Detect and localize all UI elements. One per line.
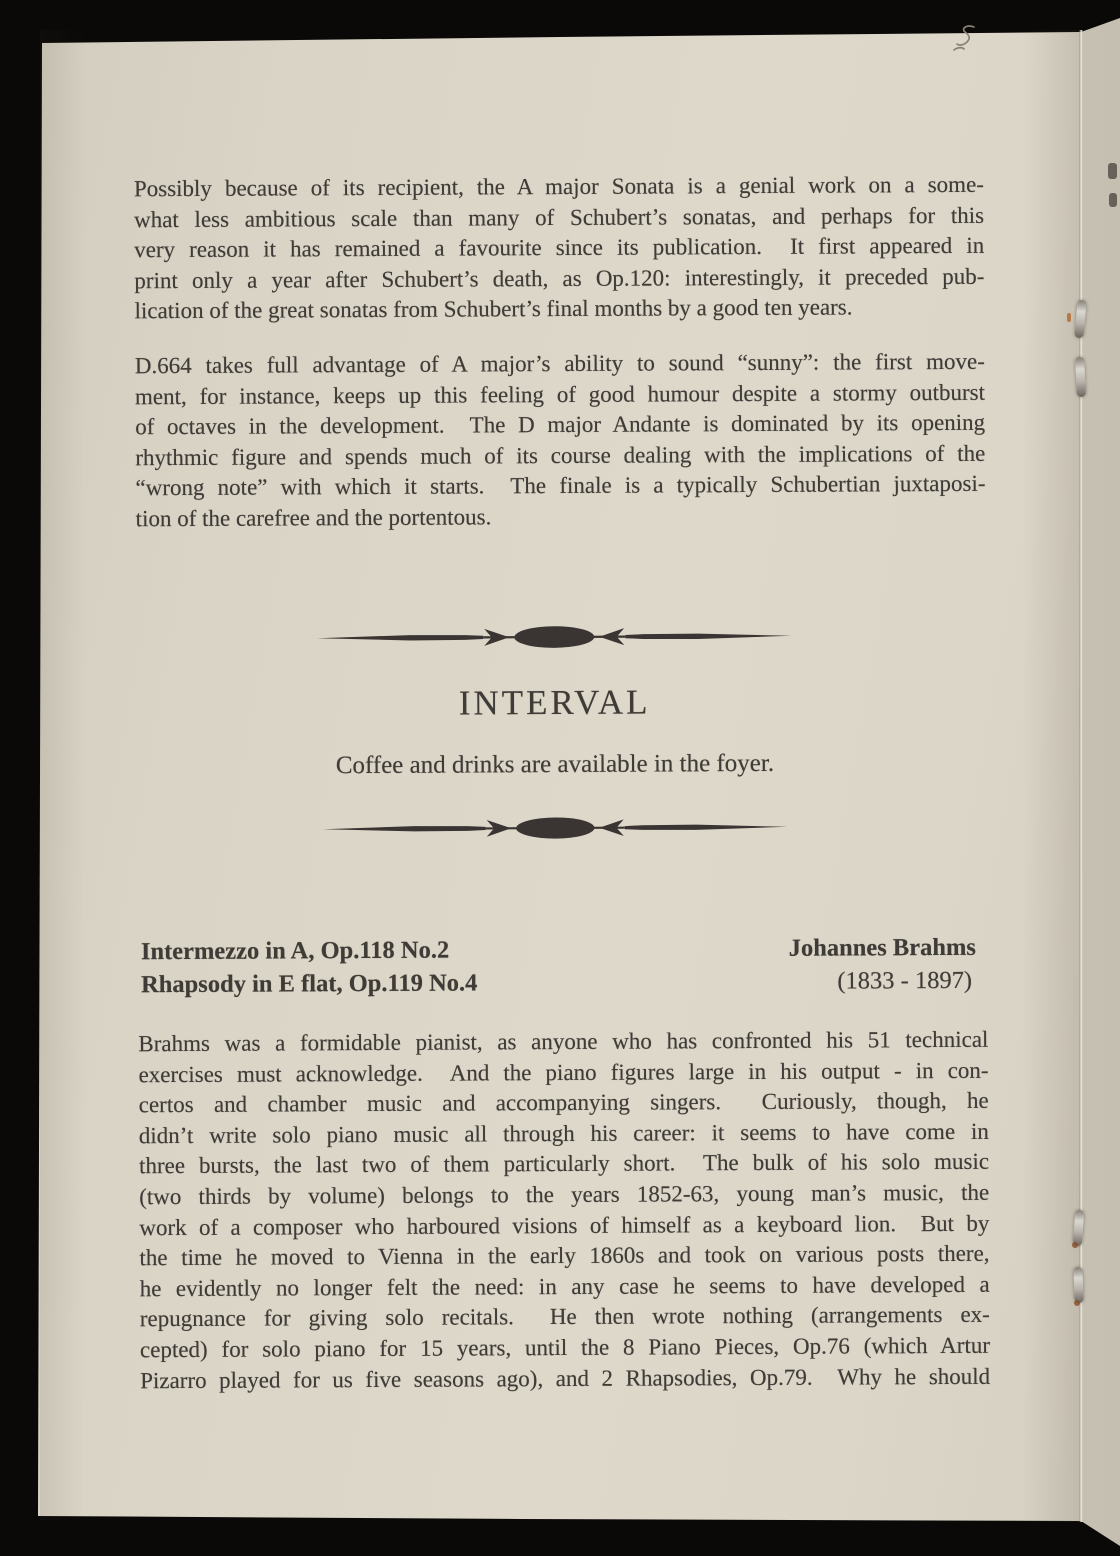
paragraph-schubert-d664 xyxy=(135,347,986,535)
work-title-line: Intermezzo in A, Op.118 No.2 xyxy=(140,936,450,966)
text-line: of octaves in the development. The D major Andante is dominated by its opening xyxy=(135,409,986,440)
text-line: “wrong note” with which it starts. The finale is a typically Schubertian juxtaposi- xyxy=(135,471,986,501)
interval-note: Coffee and drinks are available in the foyer. xyxy=(335,749,775,780)
text-line: lication of the great sonatas from Schubert’s final months by a good ten years. xyxy=(134,294,853,324)
interval-heading: INTERVAL xyxy=(458,682,651,723)
text-line: print only a year after Schubert’s death, as Op.120: interestingly, it preceded pub- xyxy=(134,263,985,294)
text-line: Pizarro played for us five seasons ago), and 2 Rhapsodies, Op.79. Why he should xyxy=(140,1363,991,1393)
work-title-line: Rhapsody in E flat, Op.119 No.4 xyxy=(141,968,478,998)
text-line: didn’t write solo piano music all through his career: it seems to have come in xyxy=(138,1118,989,1148)
text-line: what less ambitious scale than many of Schubert’s sonatas, and perhaps for this xyxy=(134,202,985,232)
text-line: ment, for instance, keeps up this feeling of good humour despite a stormy outburst xyxy=(134,379,986,409)
text-line: certos and chamber music and accompanying singers. Curiously, though, he xyxy=(138,1087,989,1118)
divider-row xyxy=(129,621,979,653)
paragraph-schubert-sonata xyxy=(134,170,985,327)
text-line: very reason it has remained a favourite since its publication. It first appeared in xyxy=(134,232,985,263)
text-line: tion of the carefree and the portentous. xyxy=(135,504,492,532)
composer-name: Johannes Brahms xyxy=(788,933,976,962)
divider-row xyxy=(130,812,980,844)
text-line: (two thirds by volume) belongs to the years 1852-63, young man’s music, the xyxy=(139,1179,990,1210)
text-line: Possibly because of its recipient, the A major Sonata is a genial work on a some- xyxy=(133,171,984,202)
text-line: three bursts, the last two of them particularly short. The bulk of his solo music xyxy=(138,1149,990,1179)
text-line: exercises must acknowledge. And the piano figures large in his output - in con- xyxy=(138,1057,989,1087)
composer-block xyxy=(696,932,976,998)
text-line: Brahms was a formidable pianist, as anyone who has confronted his 51 technical xyxy=(138,1026,989,1057)
composer-dates: (1833 - 1897) xyxy=(837,966,973,995)
text-line: he evidently no longer felt the need: in any case he seems to have developed a xyxy=(139,1271,990,1301)
text-line: work of a composer who harboured visions of himself as a keyboard lion. But by xyxy=(139,1210,990,1240)
text-line: cepted) for solo piano for 15 years, until the 8 Piano Pieces, Op.76 (which Artur xyxy=(139,1332,991,1363)
text-line: repugnance for giving solo recitals. He then wrote nothing (arrangements ex- xyxy=(139,1302,990,1332)
text-line: rhythmic figure and spends much of its course dealing with the implications of the xyxy=(135,440,986,471)
work-titles xyxy=(141,934,478,1001)
paragraph-brahms xyxy=(138,1025,990,1397)
divider-ornament-icon xyxy=(315,622,793,653)
divider-ornament-icon xyxy=(321,813,789,843)
text-line: D.664 takes full advantage of A major’s ability to sound “sunny”: the first move- xyxy=(134,348,985,379)
text-line: the time he moved to Vienna in the early 1860s and took on various posts there, xyxy=(139,1240,990,1271)
